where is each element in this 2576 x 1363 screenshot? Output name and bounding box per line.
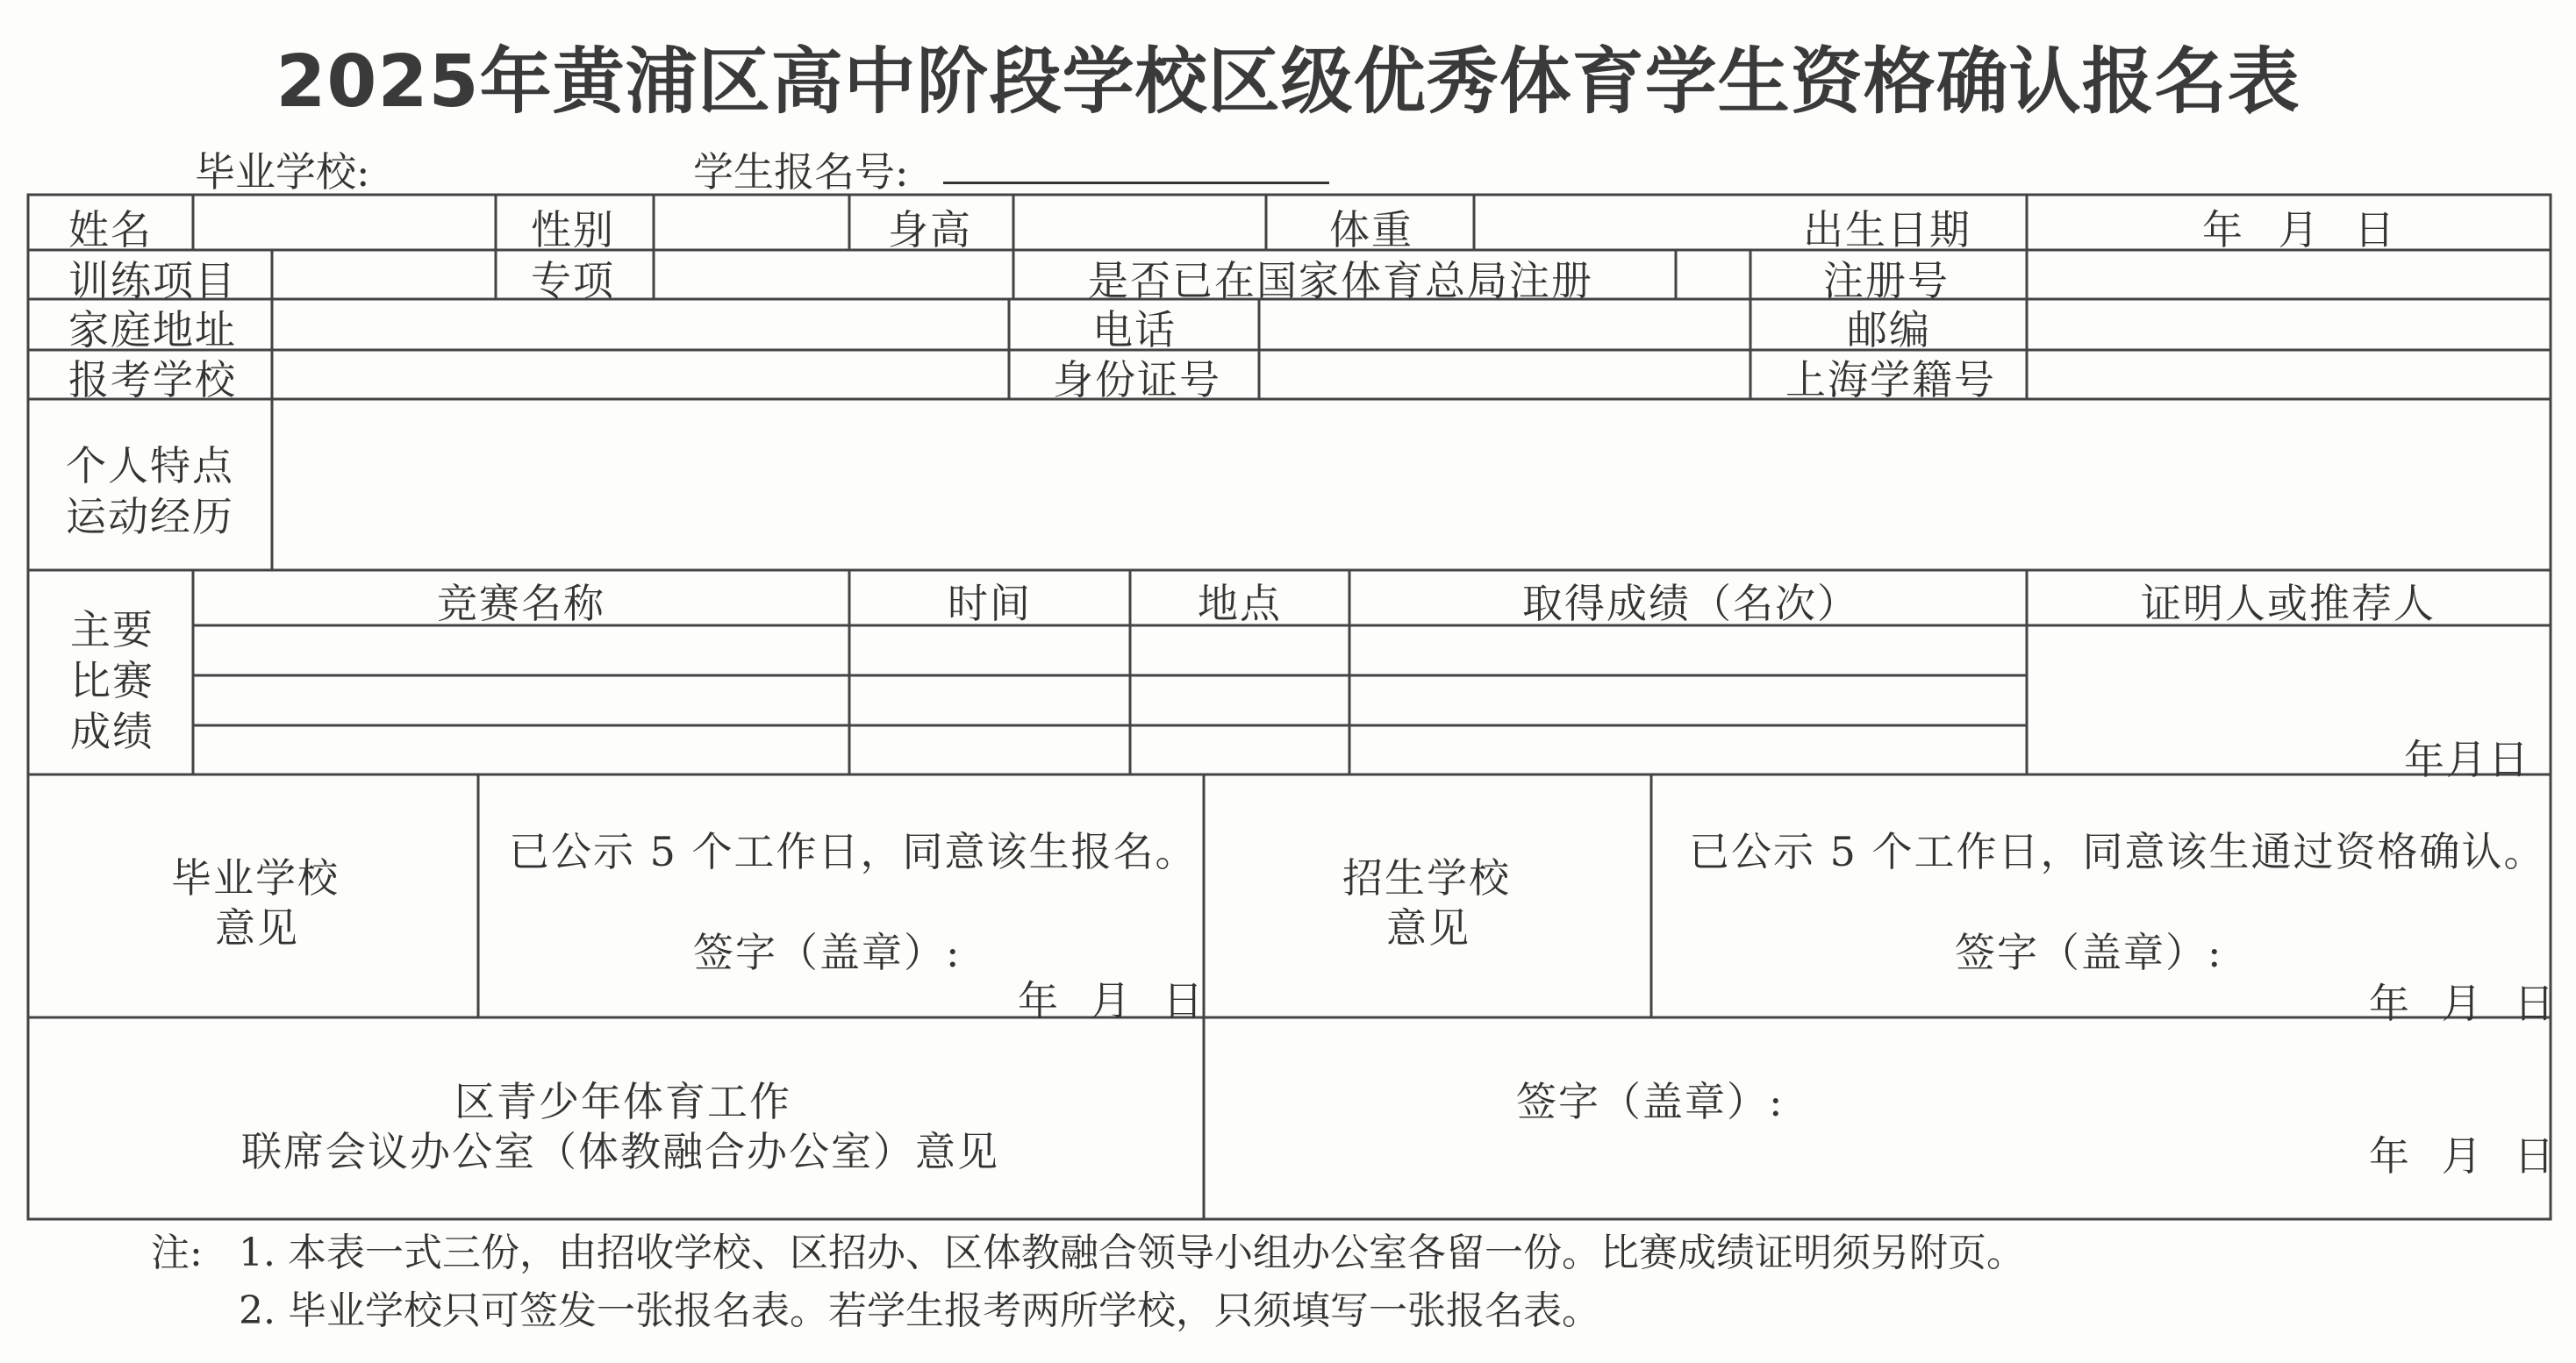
district-sign: 签字（盖章）: [1516,1078,1785,1125]
witness-date: 年月日 [2404,736,2530,783]
label-postcode: 邮编 [1847,306,1931,353]
col-competition-name: 竞赛名称 [437,580,605,627]
label-phone: 电话 [1092,306,1177,353]
label-applying-school: 报考学校 [68,356,237,403]
district-opinion-line2: 联席会议办公室（体教融合办公室）意见 [241,1128,999,1175]
label-name: 姓名 [68,206,153,253]
grad-school-opinion-line2: 意见 [215,904,299,952]
graduate-school-label: 毕业学校: [195,148,370,196]
label-id-number: 身份证号 [1053,356,1221,403]
enroll-school-opinion-text: 已公示 5 个工作日，同意该生通过资格确认。 [1689,828,2546,875]
col-result: 取得成绩（名次） [1522,580,1859,627]
grad-school-sign: 签字（盖章）: [693,929,962,976]
label-specialty: 专项 [531,257,615,304]
label-competition-line3: 成绩 [70,708,154,755]
label-personal-line1: 个人特点 [66,442,234,489]
label-height: 身高 [888,206,972,253]
label-weight: 体重 [1329,206,1413,253]
enroll-school-date: 年 月 日 [2369,980,2557,1027]
district-opinion-line1: 区青少年体育工作 [454,1078,791,1125]
label-registered-question: 是否已在国家体育总局注册 [1088,257,1593,304]
form-title: 2025年黄浦区高中阶段学校区级优秀体育学生资格确认报名表 [275,40,2301,124]
enroll-school-opinion-line2: 意见 [1386,904,1470,952]
label-birth-date: 出生日期 [1803,206,1971,253]
col-place: 地点 [1198,580,1282,627]
label-training-item: 训练项目 [68,257,237,304]
note-line1: 1. 本表一式三份，由招收学校、区招办、区体教融合领导小组办公室各留一份。比赛成绩证明须另附页。 [239,1231,2025,1275]
label-registration-no: 注册号 [1823,257,1950,304]
notes-prefix: 注: [151,1231,203,1275]
label-competition-line1: 主要 [70,606,154,653]
district-date: 年 月 日 [2369,1132,2557,1180]
grad-school-opinion-text: 已公示 5 个工作日，同意该生报名。 [509,828,1198,875]
label-competition-line2: 比赛 [70,657,154,704]
birth-date-ymd: 年 月 日 [2202,206,2397,253]
note-line2: 2. 毕业学校只可签发一张报名表。若学生报考两所学校，只须填写一张报名表。 [239,1288,1600,1333]
col-time: 时间 [948,580,1032,627]
enroll-school-sign: 签字（盖章）: [1955,929,2223,976]
student-no-label: 学生报名号: [693,148,909,196]
label-personal-line2: 运动经历 [66,493,234,540]
grad-school-opinion-line1: 毕业学校 [171,854,340,902]
label-shanghai-student-no: 上海学籍号 [1785,356,1996,403]
label-home-address: 家庭地址 [68,306,237,353]
label-gender: 性别 [531,206,615,253]
col-witness: 证明人或推荐人 [2141,580,2436,627]
enroll-school-opinion-line1: 招生学校 [1342,854,1511,902]
grad-school-date: 年 月 日 [1018,977,1206,1024]
